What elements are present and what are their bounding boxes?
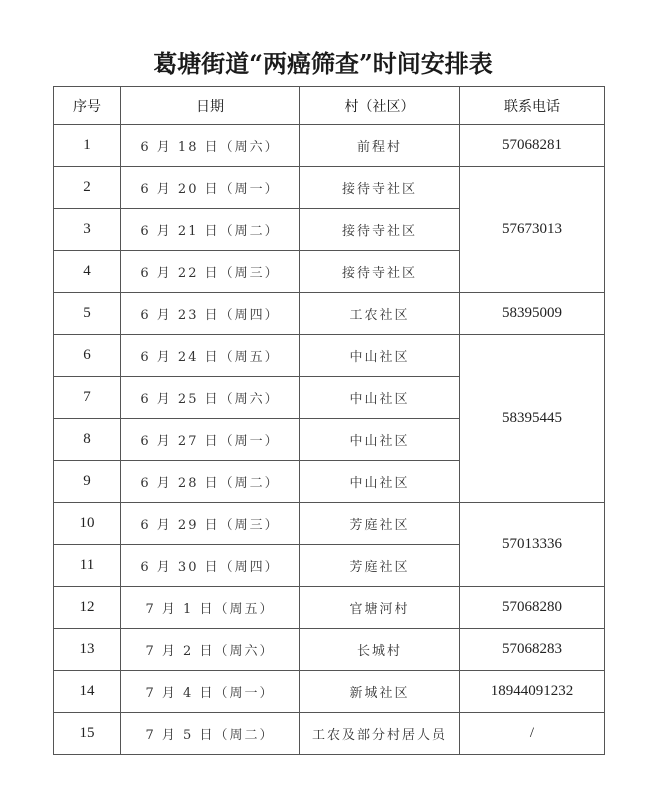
table-row [54,587,605,629]
row-date: 6 月 27 日（周一） [121,419,300,461]
row-date: 6 月 23 日（周四） [121,293,300,335]
header-village: 村（社区） [300,87,460,125]
row-village: 接待寺社区 [300,251,460,293]
row-no: 14 [54,671,121,713]
table-row [54,713,605,755]
row-phone: 57673013 [460,167,605,293]
row-date: 6 月 29 日（周三） [121,503,300,545]
row-village: 芳庭社区 [300,503,460,545]
row-date: 6 月 25 日（周六） [121,377,300,419]
table-row [54,671,605,713]
row-village: 工农及部分村居人员 [300,713,460,755]
row-no: 1 [54,125,121,167]
row-village: 官塘河村 [300,587,460,629]
table-row [54,167,605,209]
row-no: 7 [54,377,121,419]
row-no: 3 [54,209,121,251]
row-date: 6 月 21 日（周二） [121,209,300,251]
row-phone: 58395445 [460,335,605,503]
row-village: 中山社区 [300,335,460,377]
row-no: 10 [54,503,121,545]
row-village: 长城村 [300,629,460,671]
row-no: 15 [54,713,121,755]
row-village: 中山社区 [300,419,460,461]
row-village: 中山社区 [300,377,460,419]
row-date: 6 月 18 日（周六） [121,125,300,167]
row-no: 13 [54,629,121,671]
row-date: 7 月 2 日（周六） [121,629,300,671]
row-no: 9 [54,461,121,503]
table-row [54,503,605,545]
row-village: 工农社区 [300,293,460,335]
header-phone: 联系电话 [460,87,605,125]
row-date: 6 月 28 日（周二） [121,461,300,503]
row-village: 接待寺社区 [300,209,460,251]
row-no: 5 [54,293,121,335]
row-phone: 57068283 [460,629,605,671]
row-no: 11 [54,545,121,587]
row-phone: 57068281 [460,125,605,167]
row-date: 6 月 30 日（周四） [121,545,300,587]
header-no: 序号 [54,87,121,125]
table-row [54,335,605,377]
page-title: 葛塘街道“两癌筛查”时间安排表 [153,49,493,78]
row-no: 12 [54,587,121,629]
row-village: 前程村 [300,125,460,167]
schedule-table [53,86,605,755]
row-no: 8 [54,419,121,461]
row-date: 6 月 22 日（周三） [121,251,300,293]
row-phone: 58395009 [460,293,605,335]
table-row [54,293,605,335]
row-no: 2 [54,167,121,209]
row-no: 4 [54,251,121,293]
row-date: 7 月 1 日（周五） [121,587,300,629]
table-row [54,629,605,671]
row-date: 7 月 4 日（周一） [121,671,300,713]
row-phone: 57068280 [460,587,605,629]
row-date: 7 月 5 日（周二） [121,713,300,755]
row-village: 接待寺社区 [300,167,460,209]
row-village: 新城社区 [300,671,460,713]
row-phone: / [460,713,605,755]
row-village: 中山社区 [300,461,460,503]
row-date: 6 月 20 日（周一） [121,167,300,209]
row-no: 6 [54,335,121,377]
table-row [54,125,605,167]
row-village: 芳庭社区 [300,545,460,587]
header-date: 日期 [121,87,300,125]
row-date: 6 月 24 日（周五） [121,335,300,377]
row-phone: 18944091232 [460,671,605,713]
row-phone: 57013336 [460,503,605,587]
header-row [54,87,605,125]
